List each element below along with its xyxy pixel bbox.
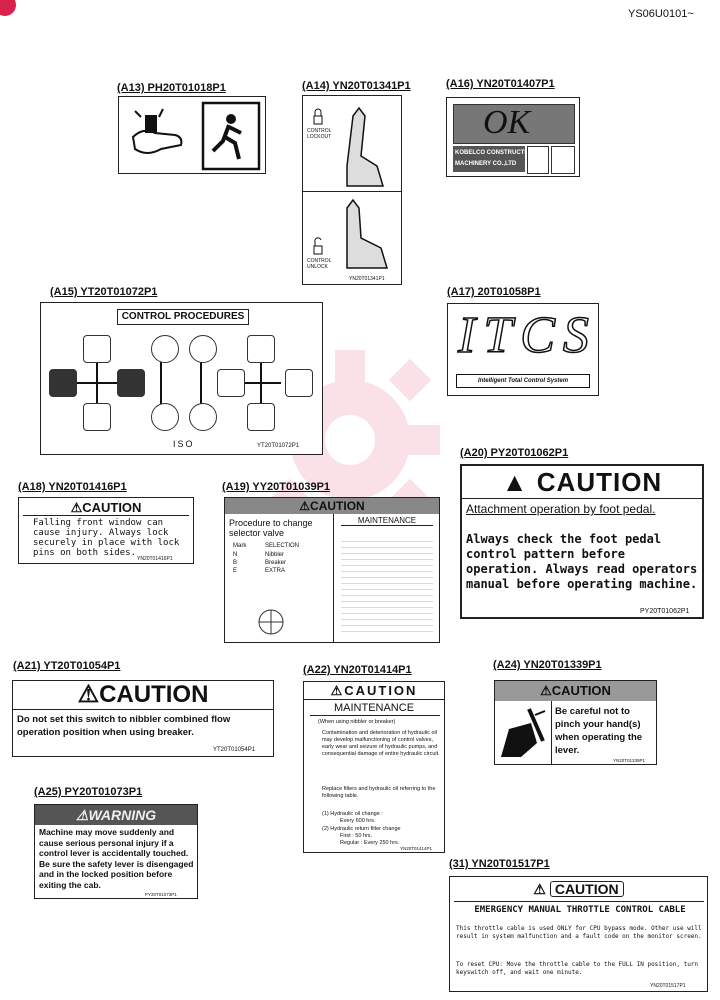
a16-header: (A16) YN20T01407P1 [446,78,555,90]
a14-label [302,95,402,285]
a15-header: (A15) YT20T01072P1 [50,286,158,298]
a31-header: (31) YN20T01517P1 [449,858,550,870]
a19-right-title: MAINTENANCE [341,516,433,526]
a22-code: YN20T01414P1 [400,846,433,851]
ctrl-cell-icon [189,335,217,363]
a13-header: (A13) PH20T01018P1 [117,82,226,94]
a17-logo: ITCS [458,307,597,364]
a21-text: Do not set this switch to nibbler combined flow operation position when using breaker. [17,714,231,738]
a25-text: Machine may move suddenly and cause serious personal injury if a control lever is accidentally touched. Be sure the safety lever is disengaged and in the locked position before exiting the cab. [39,827,194,890]
a24-header: (A24) YN20T01339P1 [493,659,602,671]
a24-code: YN20T01339P1 [613,758,646,763]
a16-line1: KOBELCO CONSTRUCTION [455,150,535,156]
a17-label [447,303,599,396]
ctrl-cell-icon [189,403,217,431]
a22-sub: MAINTENANCE [333,702,415,714]
a22-l1: (1) Hydraulic oil change : [322,811,383,817]
a18-title-text: CAUTION [82,500,142,515]
a22-label [303,681,445,853]
a21-header: (A21) YT20T01054P1 [13,660,121,672]
a20-line1: Attachment operation by foot pedal. [466,502,656,516]
page-code: YS06U0101~ [628,8,694,20]
a15-title: CONTROL PROCEDURES [117,309,249,325]
a15-label [40,302,323,455]
a19-title-text: CAUTION [310,499,365,513]
a19-row-0-sel: Nibbler [265,552,285,558]
a22-l2: (2) Hydraulic return filter change [322,826,401,832]
a16-label [446,97,580,177]
a22-text1: Contamination and deterioration of hydraulic oil may develop malfunctioning of control valves, early wear and seizure of hydraulic pumps, and consequential damage of entire hydraulic circuit. [322,730,440,757]
a15-iso: ISO [173,439,195,449]
a19-left-title: Procedure to change selector valve [229,518,313,538]
a25-label [34,804,198,899]
a21-code: YT20T01054P1 [213,747,256,753]
a14-code: YN20T01341P1 [349,276,385,282]
ctrl-cell-icon [247,403,275,431]
a25-title: ⚠WARNING [35,805,197,825]
a16-ok: OK [483,104,531,141]
a13-label [118,96,266,174]
ctrl-cell-icon [285,369,313,397]
a24-label [494,680,657,765]
a17-sub: Intelligent Total Control System [456,374,590,388]
a18-text: Falling front window can cause injury. Always lock securely in place with lock pins on both sides. [33,518,180,558]
a18-title: ⚠CAUTION [70,500,142,515]
a15-code: YT20T01072P1 [257,443,300,449]
a22-intro: (When using nibbler or breaker) [318,719,396,725]
ctrl-cell-icon [151,335,179,363]
a24-text: Be careful not to pinch your hand(s) when operating the lever. [555,706,643,756]
a22-l2a: First : 50 hrs. [340,833,373,839]
a31-p2: To reset CPU: Move the throttle cable to the FULL IN position, turn keyswitch off, and wait one minute. [456,961,699,976]
a24-title-text: CAUTION [551,683,611,698]
a14-unlock-text: CONTROL UNLOCK [307,258,332,270]
a20-title: ▲ CAUTION [462,466,702,499]
a22-text2: Replace filters and hydraulic oil referring to the following table. [322,786,436,799]
a31-title: ⚠ CAUTION [450,881,707,898]
a21-title-text: CAUTION [99,681,209,708]
a22-title: ⚠CAUTION [304,683,444,700]
ctrl-cell-icon [247,335,275,363]
a25-code: PY20T01073P1 [145,892,177,897]
a19-fine-print [341,536,433,632]
a19-title: ⚠CAUTION [225,498,439,514]
control-pattern-icon [41,303,323,455]
a17-header: (A17) 20T01058P1 [447,286,541,298]
a19-row-2-mark: E [233,568,238,574]
ctrl-cell-icon [151,403,179,431]
a20-header: (A20) PY20T01062P1 [460,447,569,459]
a31-heading: EMERGENCY MANUAL THROTTLE CONTROL CABLE [474,905,686,915]
a31-p1: This throttle cable is used ONLY for CPU bypass mode. Other use will result in system malfunction and a fault code on the monitor screen. [456,925,702,940]
pinch-hand-icon [499,705,549,761]
a18-header: (A18) YN20T01416P1 [18,481,127,493]
a22-header: (A22) YN20T01414P1 [303,664,412,676]
ctrl-cell-icon [117,369,145,397]
a21-title: ⚠CAUTION [13,681,273,710]
a21-label [12,680,274,757]
a25-header: (A25) PY20T01073P1 [34,786,143,798]
a22-l2b: Regular : Every 250 hrs. [340,840,400,846]
a19-col-sel: SELECTION [265,543,300,549]
a31-title-text: CAUTION [550,881,624,897]
ctrl-cell-icon [49,369,77,397]
a19-row-2-sel: EXTRA [265,568,286,574]
a20-code: PY20T01062P1 [640,608,690,615]
ctrl-cell-icon [217,369,245,397]
page-badge [0,0,16,16]
a19-col-mark: Mark [233,543,247,549]
a31-label [449,876,708,992]
a16-line2: MACHINERY CO.,LTD [455,161,517,167]
a14-header: (A14) YN20T01341P1 [302,80,411,92]
a24-title: ⚠CAUTION [495,681,656,701]
a20-body: Always check the foot pedal control pattern before operation. Always read operators manual before operating machine. [466,532,698,591]
a18-label [18,497,194,564]
a22-l1b: Every 600 hrs. [340,818,376,824]
hand-exit-icon [119,97,266,174]
a31-code: YN20T01517P1 [650,983,686,989]
ctrl-cell-icon [83,335,111,363]
ctrl-cell-icon [83,403,111,431]
a19-row-0-mark: N [233,552,238,558]
a19-row-1-sel: Breaker [265,560,287,566]
valve-diagram-icon [241,606,311,638]
a20-label [460,464,704,619]
a19-header: (A19) YY20T01039P1 [222,481,331,493]
a14-lock-text: CONTROL LOCKOUT [307,128,332,140]
a20-title-text: CAUTION [536,467,663,497]
a19-row-1-mark: B [233,560,238,566]
a19-label [224,497,440,643]
a18-code: YN20T01416P1 [137,556,173,562]
a22-title-text: CAUTION [344,683,418,698]
a25-title-text: WARNING [88,807,157,823]
